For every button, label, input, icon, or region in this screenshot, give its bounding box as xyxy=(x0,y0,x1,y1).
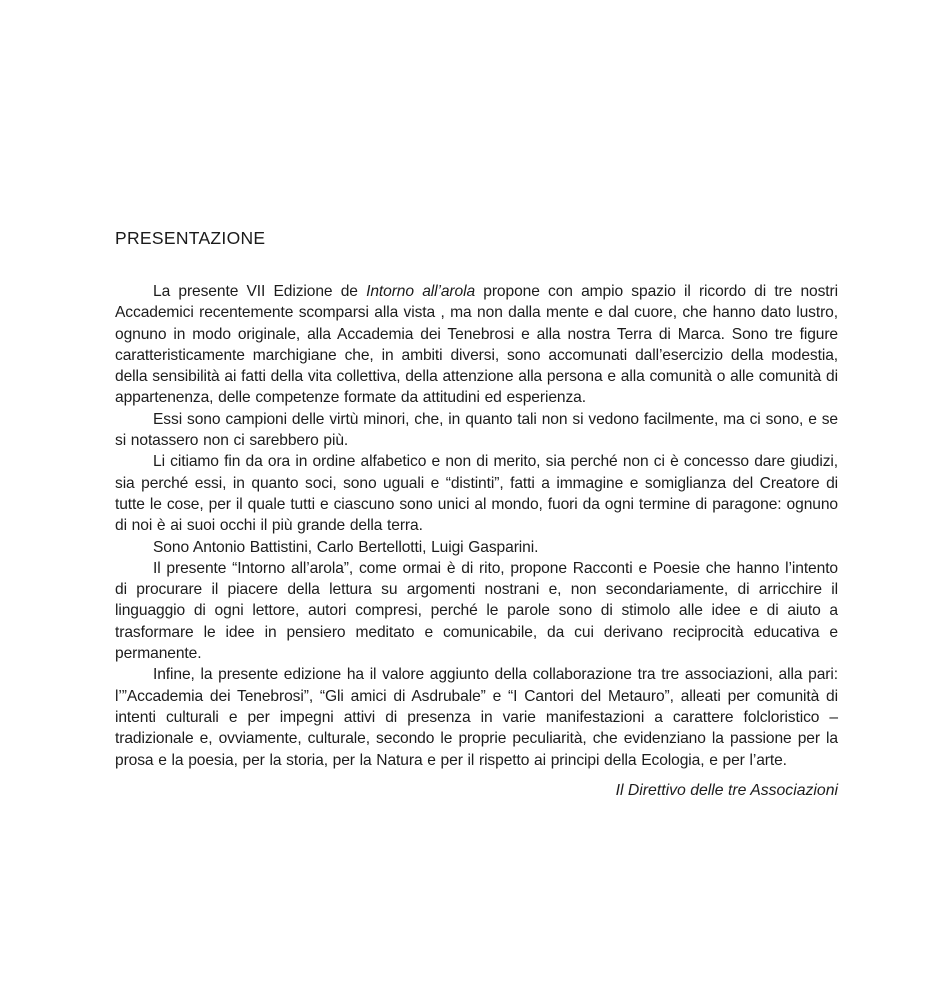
paragraph xyxy=(115,281,838,409)
page-title: PRESENTAZIONE xyxy=(115,228,266,248)
body-paragraphs xyxy=(115,281,838,771)
paragraph xyxy=(115,451,838,536)
text-segment: propone con ampio spazio il ricordo di tre nostri Accademici recentemente scomparsi alla vista , ma non dalla mente e dal cuore, che hanno dato lustro, ognuno in modo originale, alla Accademia dei Tenebrosi e alla nostra Terra di Marca. Sono tre figure caratteristicamente marchigiane che, in ambiti diversi, sono accomunati dall’esercizio della modestia, della sensibilità ai fatti della vita collettiva, della attenzione alla persona e alla comunità o alle comunità di appartenenza, delle competenze formate da attitudini ed esperienza. xyxy=(115,283,838,407)
paragraph xyxy=(115,409,838,452)
text-segment: Li citiamo fin da ora in ordine alfabetico e non di merito, sia perché non ci è concesso dare giudizi, sia perché essi, in quanto soci, sono uguali e “distinti”, fatti a immagine e somiglianza del Creatore di tutte le cose, per il quale tutti e ciascuno sono unici al mondo, fuori da ogni termine di paragone: ognuno di noi è ai suoi occhi il più grande della terra. xyxy=(115,453,838,535)
text-segment: Il presente “Intorno all’arola”, come ormai è di rito, propone Racconti e Poesie che hanno l’intento di procurare il piacere della lettura su argomenti nostrani e, non secondariamente, di arricchire il linguaggio di ogni lettore, autori compresi, perché le parole sono di stimolo alle idee e di aiuto a trasformare le idee in pensiero meditato e comunicabile, da cui derivano reciprocità educativa e permanente. xyxy=(115,559,838,663)
paragraph xyxy=(115,537,838,558)
signature-line: Il Direttivo delle tre Associazioni xyxy=(615,781,838,799)
italic-text: Intorno all’arola xyxy=(366,283,476,300)
paragraph xyxy=(115,664,838,770)
paragraph xyxy=(115,558,838,664)
text-segment: Sono Antonio Battistini, Carlo Bertellotti, Luigi Gasparini. xyxy=(153,538,539,556)
text-block xyxy=(115,228,838,801)
text-segment: Infine, la presente edizione ha il valore aggiunto della collaborazione tra tre associazioni, alla pari: l’”Accademia dei Tenebrosi”, “Gli amici di Asdrubale” e “I Cantori del Metauro”, alleati per comunità di intenti culturali e per impegni attivi di presenza in varie manifestazioni a carattere folcloristico – tradizionale e, ovviamente, culturale, secondo le proprie peculiarità, che evidenziano la passione per la prosa e la poesia, per la storia, per la Natura e per il rispetto ai principi della Ecologia, e per l’arte. xyxy=(115,666,838,769)
text-segment: Essi sono campioni delle virtù minori, che, in quanto tali non si vedono facilmente, ma ci sono, e se si notassero non ci sarebbero più. xyxy=(115,410,838,450)
text-segment: La presente VII Edizione de xyxy=(153,283,367,300)
